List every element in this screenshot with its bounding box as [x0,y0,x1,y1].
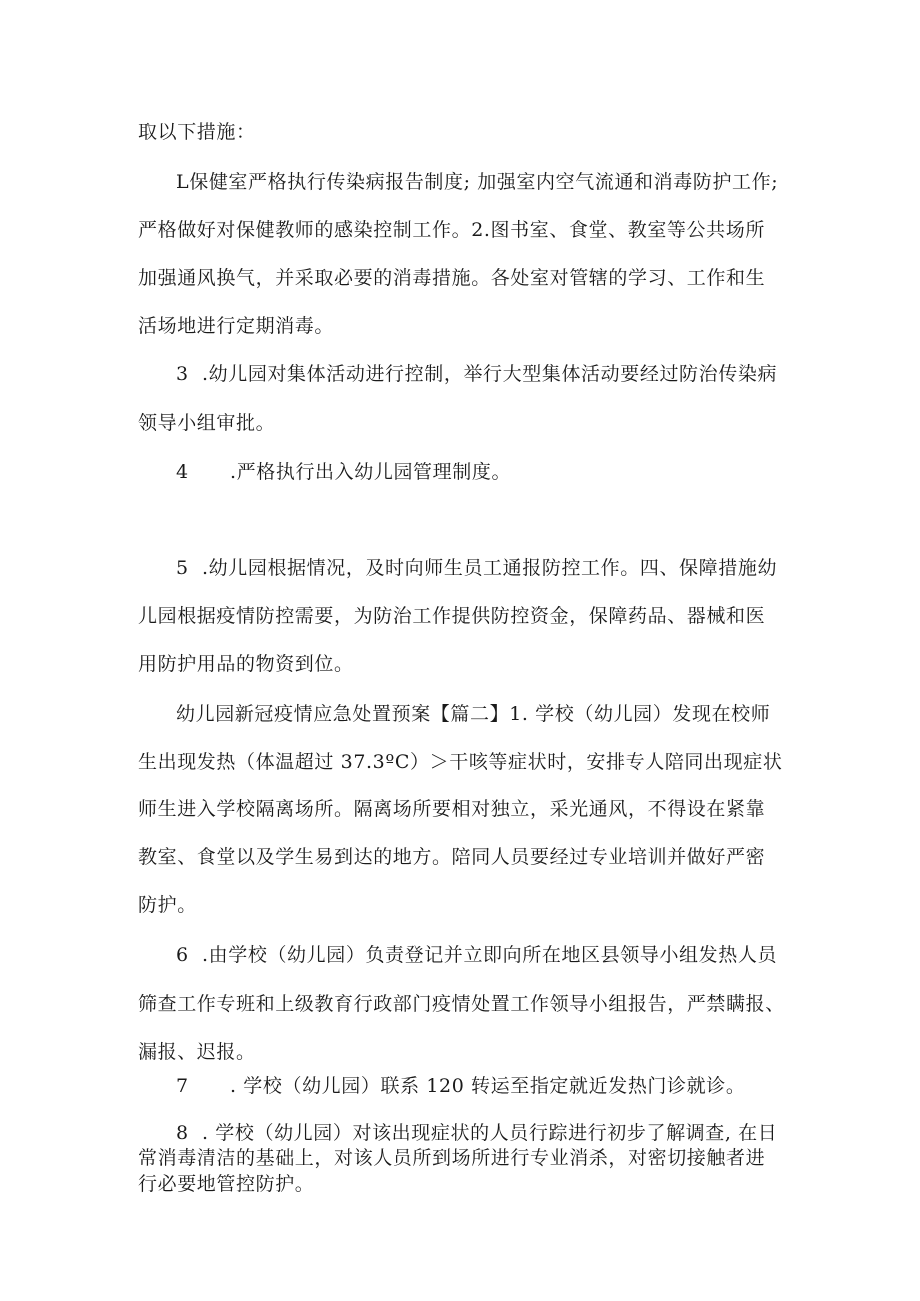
item-number: 7 [176,1075,189,1097]
list-item [176,1121,777,1145]
item-number: 8 [176,1122,189,1144]
list-item [176,943,777,967]
text-line: 儿园根据疫情防控需要，为防治工作提供防控资金，保障药品、器械和医 [138,605,766,627]
item-number: 4 [176,461,189,483]
text-line: 筛查工作专班和上级教育行政部门疫情处置工作领导小组报告，严禁瞒报、 [138,993,785,1015]
text-line: 加强通风换气，并采取必要的消毒措施。各处室对管辖的学习、工作和生 [138,267,766,289]
item-text: . 学校（幼儿园）对该出现症状的人员行踪进行初步了解调查, 在日 [202,1122,778,1144]
item-text: . 学校（幼儿园）联系 120 转运至指定就近发热门诊就诊。 [230,1075,746,1097]
item-number: 6 [176,944,189,966]
text-line: L保健室严格执行传染病报告制度; 加强室内空气流通和消毒防护工作; [176,171,779,193]
text-line: 教室、食堂以及学生易到达的地方。陪同人员要经过专业培训并做好严密 [138,846,766,868]
text-line: 师生进入学校隔离场所。隔离场所要相对独立，采光通风，不得设在紧靠 [138,798,766,820]
text-line: 严格做好对保健教师的感染控制工作。2.图书室、食堂、教室等公共场所 [138,219,765,241]
item-text: .由学校（幼儿园）负责登记并立即向所在地区县领导小组发热人员 [202,944,778,966]
list-item [176,460,511,484]
item-number: 5 [176,557,189,579]
item-text: .幼儿园对集体活动进行控制，举行大型集体活动要经过防治传染病 [202,363,778,385]
list-item [176,1074,745,1098]
text-line: 防护。 [138,894,197,916]
item-text: .幼儿园根据情况，及时向师生员工通报防控工作。四、保障措施幼 [202,557,778,579]
text-line: 常消毒清洁的基础上，对该人员所到场所进行专业消杀，对密切接触者进 [138,1147,766,1169]
list-item [176,556,777,580]
text-line: 取以下措施： [138,121,256,143]
text-line: 领导小组审批。 [138,412,276,434]
text-line: 用防护用品的物资到位。 [138,653,354,675]
text-line: 活场地进行定期消毒。 [138,315,335,337]
list-item [176,362,777,386]
text-line: 行必要地管控防护。 [138,1173,315,1195]
text-line: 漏报、迟报。 [138,1041,256,1063]
item-number: 3 [176,363,189,385]
item-text: .严格执行出入幼儿园管理制度。 [230,461,512,483]
text-line: 生出现发热（体温超过 37.3ºC）＞干咳等症状时，安排专人陪同出现症状 [138,751,783,773]
text-line: 幼儿园新冠疫情应急处置预案【篇二】1. 学校（幼儿园）发现在校师 [176,703,771,725]
